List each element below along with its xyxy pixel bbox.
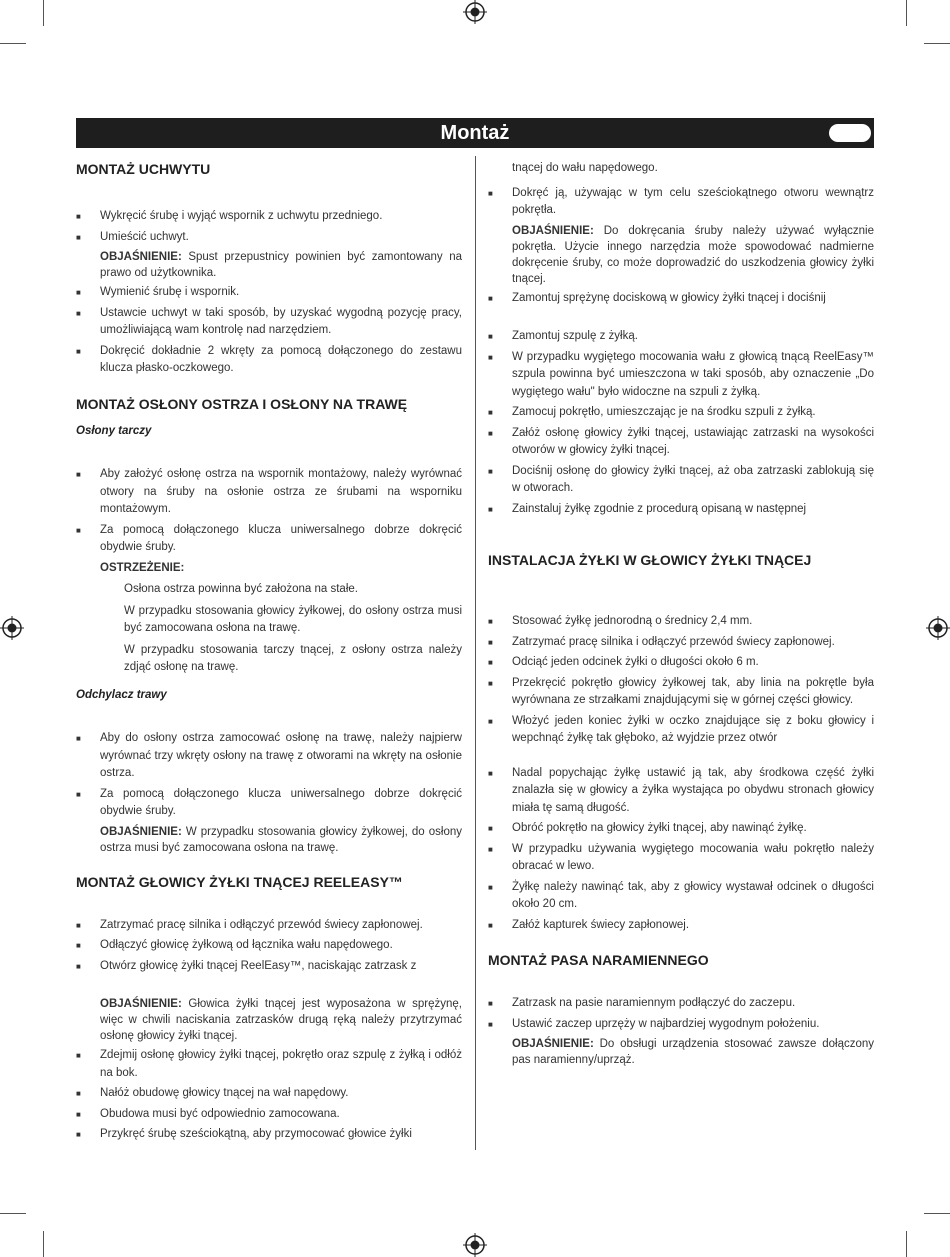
list-item: ■ Zainstaluj żyłkę zgodnie z procedurą opisaną w następnej [488, 501, 874, 519]
crop-mark-top-right [924, 43, 950, 44]
registration-mark-icon [926, 616, 950, 640]
list-item: ■ Wykręcić śrubę i wyjąć wspornik z uchwytu przedniego. [76, 208, 462, 226]
title-pill-decoration [829, 124, 871, 142]
list-item: ■ Ustawcie uchwyt w taki sposób, by uzyskać wygodną pozycję pracy, umożliwiającą wam kontrolę nad narzędziem. [76, 305, 462, 340]
crop-mark-top-right-v [906, 0, 907, 26]
section-heading: MONTAŻ UCHWYTU [76, 161, 211, 177]
note [488, 223, 874, 287]
page-title: Montaż [440, 122, 510, 144]
list-item: ■ Załóż osłonę głowicy żyłki tnącej, ustawiając zatrzaski na wysokości otworów w głowicy żyłki tnącej. [488, 425, 874, 460]
note-label: OBJAŚNIENIE: [100, 998, 182, 1010]
warning-item: Osłona ostrza powinna być założona na stałe. [124, 583, 358, 595]
left-column [76, 160, 462, 1147]
list-item: ■ Nałóż obudowę głowicy tnącej na wał napędowy. [76, 1085, 462, 1103]
list-item: ■ Obudowa musi być odpowiednio zamocowana. [76, 1106, 462, 1124]
registration-mark-icon [463, 1233, 487, 1257]
list-item: ■ Zamontuj szpulę z żyłką. [488, 328, 874, 346]
list-item: ■ Za pomocą dołączonego klucza uniwersalnego dobrze dokręcić obydwie śruby. [76, 522, 462, 557]
list-item: ■ W przypadku wygiętego mocowania wału z głowicą tnącą ReelEasy™ szpula powinna być umieszczona w taki sposób, aby oznaczenie „Do wygiętego wału" było widoczne na szpuli z żyłką. [488, 349, 874, 402]
note-label: OBJAŚNIENIE: [100, 825, 182, 838]
registration-mark-icon [463, 0, 487, 24]
list-item: ■ Ustawić zaczep uprzęży w najbardziej wygodnym położeniu. [488, 1016, 874, 1034]
note-text: Do obsługi urządzenia stosować zawsze dołączony pas naramienny/uprząż. [512, 1038, 874, 1066]
section-heading: MONTAŻ PASA NARAMIENNEGO [488, 952, 709, 968]
list-item: ■ Włożyć jeden koniec żyłki w oczko znajdujące się z boku głowicy i wepchnąć żyłkę tak głęboko, aż wyjdzie przez otwór [488, 713, 874, 748]
crop-mark-top-left [0, 43, 26, 44]
list-item: ■ Zdejmij osłonę głowicy żyłki tnącej, pokrętło oraz szpulę z żyłką i odłóż na bok. [76, 1047, 462, 1082]
section-heading: MONTAŻ OSŁONY OSTRZA I OSŁONY NA TRAWĘ [76, 395, 408, 412]
note-text: Do dokręcania śruby należy używać wyłącznie pokrętła. Użycie innego narzędzia może spowodować nadmierne dokręcenie śruby, co może doprowadzić do uszkodzenia głowicy żyłki tnącej. [512, 224, 874, 285]
list-item: ■ Aby do osłony ostrza zamocować osłonę na trawę, należy najpierw wyrównać trzy wkręty osłony na trawę z otworami na wkręty na osłonie ostrza. [76, 730, 462, 783]
list-item: ■ Dokręć ją, używając w tym celu sześciokątnego otworu wewnątrz pokrętła. [488, 185, 874, 220]
note [488, 1036, 874, 1068]
list-item: ■ Przekręcić pokrętło głowicy żyłkowej tak, aby linia na pokrętle była wyrównana ze strzałkami znajdującymi się w górnej części głowicy. [488, 675, 874, 710]
note-label: OBJAŚNIENIE: [512, 1038, 594, 1050]
warning-item: W przypadku stosowania głowicy żyłkowej, do osłony ostrza musi być zamocowana osłona na trawę. [124, 604, 462, 634]
list-item: ■ Nadal popychając żyłkę ustawić ją tak, aby środkowa część żyłki znalazła się w głowicy a żyłka wystająca po obydwu stronach głowicy miała tę samą długość. [488, 765, 874, 818]
note-label: OBJAŚNIENIE: [512, 224, 594, 237]
continued-text: tnącej do wału napędowego. [512, 162, 658, 174]
note-text: Spust przepustnicy powinien być zamontowany na prawo od użytkownika. [100, 251, 462, 279]
crop-mark-top-left-v [43, 0, 44, 26]
crop-mark-bottom-left [0, 1213, 26, 1214]
list-item: ■ Odłączyć głowicę żyłkową od łącznika wału napędowego. [76, 937, 462, 955]
list-item: ■ Otwórz głowicę żyłki tnącej ReelEasy™, naciskając zatrzask z [76, 958, 462, 976]
list-item: ■ Za pomocą dołączonego klucza uniwersalnego dobrze dokręcić obydwie śruby. [76, 786, 462, 821]
note-text: Głowica żyłki tnącej jest wyposażona w sprężynę, więc w chwili naciskania zatrzasków drugą ręką należy przytrzymać osłonę głowicy żyłki tnącej. [100, 998, 462, 1042]
section-heading: INSTALACJA ŻYŁKI W GŁOWICY ŻYŁKI TNĄCEJ [488, 552, 812, 568]
list-item: ■ Załóż kapturek świecy zapłonowej. [488, 917, 874, 935]
list-item: ■ Żyłkę należy nawinąć tak, aby z głowicy wystawał odcinek o długości około 20 cm. [488, 879, 874, 914]
note [76, 996, 462, 1044]
list-item: ■ Aby założyć osłonę ostrza na wspornik montażowy, należy wyrównać otwory na śruby na osłonie ostrza ze śrubami na wsporniku montażowym. [76, 466, 462, 519]
note-text: W przypadku stosowania głowicy żyłkowej, do osłony ostrza musi być zamocowana osłona na trawę. [100, 825, 462, 854]
note [76, 249, 462, 281]
list-item: ■ Dokręcić dokładnie 2 wkręty za pomocą dołączonego do zestawu klucza płasko-oczkowego. [76, 343, 462, 378]
note-label: OBJAŚNIENIE: [100, 251, 182, 263]
page-title-bar [76, 118, 874, 148]
list-item: ■ Przykręć śrubę sześciokątną, aby przymocować głowice żyłki [76, 1126, 462, 1144]
crop-mark-bottom-right [924, 1213, 950, 1214]
list-item: ■ W przypadku używania wygiętego mocowania wału pokrętło należy obracać w lewo. [488, 841, 874, 876]
crop-mark-bottom-left-v [43, 1231, 44, 1257]
list-item: ■ Zatrzask na pasie naramiennym podłączyć do zaczepu. [488, 995, 874, 1013]
warning-label: OSTRZEŻENIE: [100, 561, 185, 574]
warning-item: W przypadku stosowania tarczy tnącej, z osłony ostrza należy zdjąć osłonę na trawę. [124, 643, 462, 673]
list-item: ■ Wymienić śrubę i wspornik. [76, 284, 462, 302]
list-item: ■ Stosować żyłkę jednorodną o średnicy 2,4 mm. [488, 613, 874, 631]
list-item: ■ Obróć pokrętło na głowicy żyłki tnącej, aby nawinąć żyłkę. [488, 820, 874, 838]
list-item: ■ Odciąć jeden odcinek żyłki o długości około 6 m. [488, 654, 874, 672]
list-item: ■ Zatrzymać pracę silnika i odłączyć przewód świecy zapłonowej. [488, 634, 874, 652]
section-heading: MONTAŻ GŁOWICY ŻYŁKI TNĄCEJ REELEASY™ [76, 873, 403, 890]
list-item: ■ Zatrzymać pracę silnika i odłączyć przewód świecy zapłonowej. [76, 917, 462, 935]
crop-mark-bottom-right-v [906, 1231, 907, 1257]
list-item: ■ Umieścić uchwyt. [76, 229, 462, 247]
column-divider [475, 156, 476, 1150]
registration-mark-icon [0, 616, 24, 640]
subsection-heading: Osłony tarczy [76, 424, 152, 437]
list-item: ■ Zamocuj pokrętło, umieszczając je na środku szpuli z żyłką. [488, 404, 874, 422]
list-item: ■ Zamontuj sprężynę dociskową w głowicy żyłki tnącej i dociśnij [488, 290, 874, 308]
note [76, 824, 462, 856]
subsection-heading: Odchylacz trawy [76, 688, 167, 701]
list-item: ■ Dociśnij osłonę do głowicy żyłki tnącej, aż oba zatrzaski zablokują się w otworach. [488, 463, 874, 498]
right-column [488, 160, 874, 1071]
